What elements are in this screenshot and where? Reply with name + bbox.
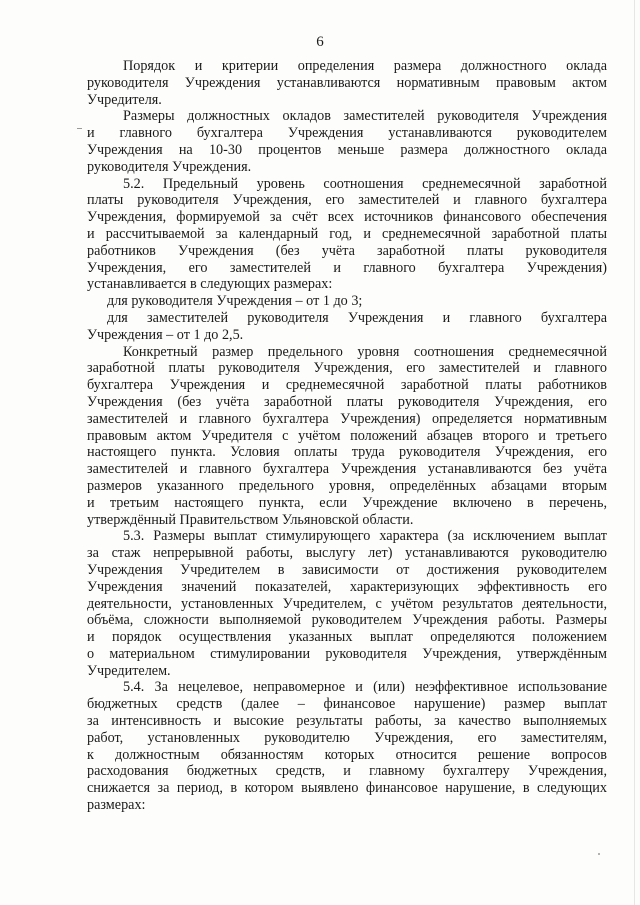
- text-line: объёма, сложности выполняемой руководителем Учреждения работы. Размеры: [87, 612, 607, 629]
- text-line: Порядок и критерии определения размера должностного оклада: [123, 58, 607, 74]
- text-line: заработной платы руководителя Учреждения, его заместителей и главного: [87, 360, 607, 377]
- text-line: о материальном стимулировании руководителя Учреждения, утверждённым: [87, 645, 607, 662]
- page-number: 6: [316, 34, 324, 50]
- text-line: настоящего пункта. Условия оплаты труда руководителя Учреждения, его: [87, 444, 607, 461]
- text-line: за интенсивность и высокие результаты работы, за качество выполняемых: [87, 713, 607, 730]
- text-line: работников Учреждения (без учёта заработной платы руководителя: [87, 242, 607, 259]
- text-line: для заместителей руководителя Учреждения и главного бухгалтера: [107, 309, 607, 326]
- text-line: 5.2. Предельный уровень соотношения среднемесячной заработной: [123, 175, 607, 192]
- text-line: руководителя Учреждения.: [87, 158, 252, 175]
- text-line: правовым актом Учредителя с учётом положений абзацев второго и третьего: [87, 427, 607, 444]
- text-line: деятельности, установленных Учредителем, с учётом результатов деятельности,: [87, 595, 607, 612]
- text-line: размерах:: [87, 797, 146, 814]
- scan-edge-shadow: [634, 0, 635, 905]
- document-body: [87, 58, 607, 814]
- text-line: Учреждения, его заместителей и главного бухгалтера Учреждения): [87, 259, 607, 276]
- text-line: Размеры должностных окладов заместителей руководителя Учреждения: [123, 108, 607, 125]
- text-line: к должностным обязанностям которых относится решение вопросов: [87, 746, 607, 763]
- text-line: Учреждения Учредителем в зависимости от достижения руководителем: [87, 561, 607, 578]
- text-line: Учреждения, формируемой за счёт всех источников финансового обеспечения: [87, 209, 607, 226]
- text-line: размеров указанного предельного уровня, определённых абзацами вторым: [87, 477, 607, 494]
- text-line: руководителя Учреждения устанавливаются нормативным правовым актом: [87, 74, 607, 91]
- text-line: Учреждения (без учёта заработной платы руководителя Учреждения, его: [87, 393, 607, 410]
- text-line: снижается за период, в котором выявлено финансовое нарушение, в следующих: [87, 780, 607, 797]
- text-line: и рассчитываемой за календарный год, и среднемесячной заработной платы: [87, 225, 607, 242]
- text-line: утверждённый Правительством Ульяновской области.: [87, 511, 414, 528]
- text-line: работ, установленных руководителю Учреждения, его заместителям,: [87, 729, 607, 746]
- text-line: 5.3. Размеры выплат стимулирующего характера (за исключением выплат: [123, 528, 607, 545]
- scan-artifact-dot: [598, 853, 600, 855]
- text-line: заместителей и главного бухгалтера Учреждения) определяется нормативным: [87, 410, 607, 427]
- text-line: Учредителя.: [87, 91, 162, 108]
- scan-artifact-dash: [77, 128, 82, 129]
- text-line: устанавливается в следующих размерах:: [87, 276, 333, 293]
- text-line: заместителей и главного бухгалтера Учреждения устанавливаются без учёта: [87, 461, 607, 478]
- text-line: и третьим настоящего пункта, если Учреждение включено в перечень,: [87, 494, 607, 511]
- text-line: и порядок осуществления указанных выплат определяются положением: [87, 629, 607, 646]
- text-line: Конкретный размер предельного уровня соотношения среднемесячной: [123, 343, 607, 360]
- text-line: для руководителя Учреждения – от 1 до 3;: [107, 293, 363, 310]
- text-line: Учреждения – от 1 до 2,5.: [87, 326, 244, 343]
- text-line: Учреждения значений показателей, характеризующих эффективность его: [87, 578, 607, 595]
- text-line: за стаж непрерывной работы, выслугу лет) устанавливаются руководителю: [87, 545, 607, 562]
- text-line: расходования бюджетных средств, и главному бухгалтеру Учреждения,: [87, 763, 607, 780]
- text-line: Учреждения на 10-30 процентов меньше размера должностного оклада: [87, 141, 607, 158]
- text-line: Учредителем.: [87, 662, 171, 679]
- text-line: платы руководителя Учреждения, его заместителей и главного бухгалтера: [87, 192, 607, 209]
- text-line: и главного бухгалтера Учреждения устанавливаются руководителем: [87, 125, 607, 142]
- text-line: бухгалтера Учреждения и среднемесячной заработной платы работников: [87, 377, 607, 394]
- text-line: 5.4. За нецелевое, неправомерное и (или) неэффективное использование: [123, 679, 607, 696]
- text-line: бюджетных средств (далее – финансовое нарушение) размер выплат: [87, 696, 607, 713]
